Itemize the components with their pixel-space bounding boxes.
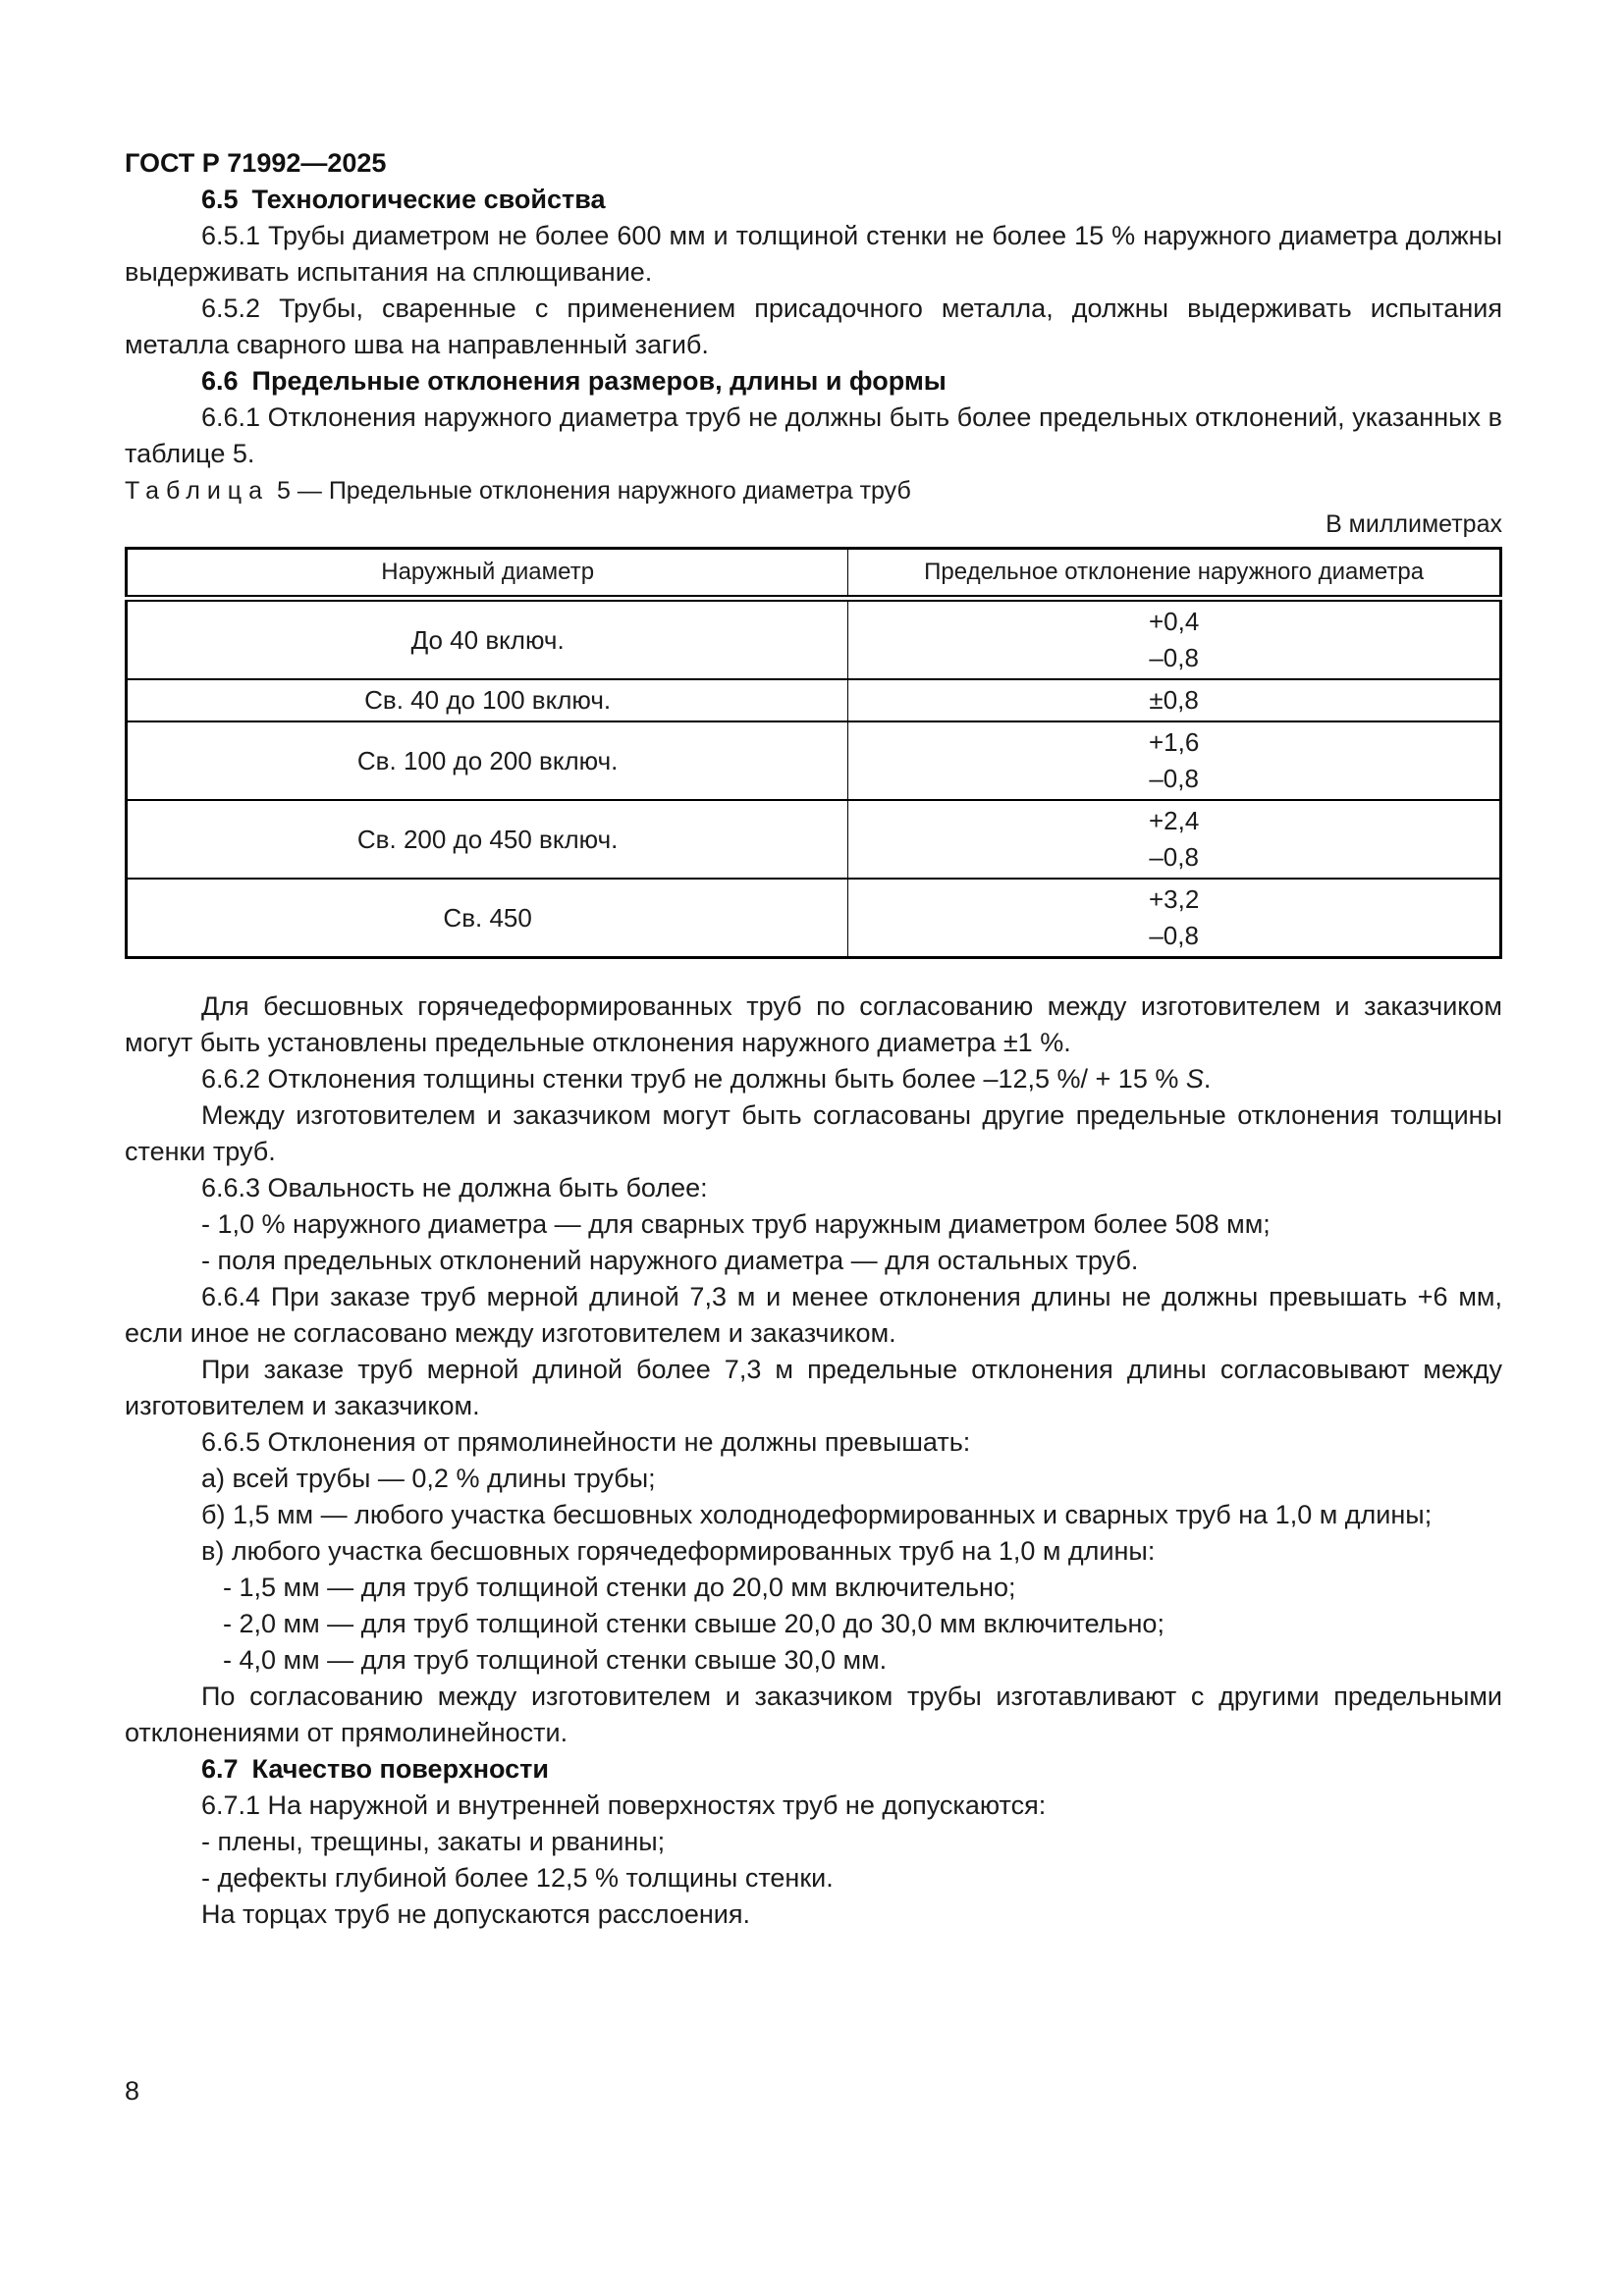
diameter-range-cell: Св. 100 до 200 включ. (127, 721, 848, 800)
section-6-7-heading (125, 1751, 1502, 1788)
diameter-range-cell: Св. 40 до 100 включ. (127, 679, 848, 721)
document-code: ГОСТ Р 71992—2025 (125, 148, 387, 178)
deviation-plus: +2,4 (1148, 806, 1200, 835)
table-header-row (127, 549, 1501, 599)
sub-list-item: - 1,5 мм — для труб толщиной стенки до 20,0 мм включительно; (223, 1573, 1016, 1602)
deviation-plus: +1,6 (1148, 727, 1200, 757)
clause-6-6-2-tail: . (1203, 1064, 1212, 1094)
list-item: - плены, трещины, закаты и рванины; (201, 1827, 666, 1856)
deviation-cell (848, 599, 1501, 680)
section-6-6-title: Предельные отклонения размеров, длины и формы (251, 366, 947, 396)
section-6-5-heading (125, 182, 1502, 218)
deviation-plus: +3,2 (1148, 884, 1200, 914)
table-row (127, 679, 1501, 721)
deviation-minus: –0,8 (1149, 764, 1199, 793)
deviation-cell (848, 721, 1501, 800)
list-item: - поля предельных отклонений наружного диаметра — для остальных труб. (201, 1246, 1139, 1275)
clause-6-6-5: 6.6.5 Отклонения от прямолинейности не должны превышать: (201, 1427, 971, 1457)
col-header-deviation: Предельное отклонение наружного диаметра (848, 549, 1501, 599)
clause-6-6-2-text: 6.6.2 Отклонения толщины стенки труб не должны быть более –12,5 %/ + 15 % (201, 1064, 1186, 1094)
clause-6-6-2-note: Между изготовителем и заказчиком могут быть согласованы другие предельные отклонения толщины стенки труб. (125, 1100, 1502, 1166)
deviation-minus: –0,8 (1149, 643, 1199, 672)
clause-6-5-1: 6.5.1 Трубы диаметром не более 600 мм и толщиной стенки не более 15 % наружного диаметра должны выдерживать испытания на сплющивание. (125, 221, 1502, 287)
list-item: - дефекты глубиной более 12,5 % толщины стенки. (201, 1863, 834, 1893)
clause-6-6-1: 6.6.1 Отклонения наружного диаметра труб не должны быть более предельных отклонений, указанных в таблице 5. (125, 402, 1502, 468)
deviation-minus: –0,8 (1149, 842, 1199, 872)
deviation-cell (848, 800, 1501, 879)
table-row (127, 599, 1501, 680)
clause-6-7-1: 6.7.1 На наружной и внутренней поверхностях труб не допускаются: (201, 1790, 1047, 1820)
col-header-diameter: Наружный диаметр (127, 549, 848, 599)
clause-6-6-2 (125, 1061, 1502, 1097)
table-5 (125, 547, 1502, 959)
section-6-5-number: 6.5 (201, 185, 239, 214)
clause-6-5-2: 6.5.2 Трубы, сваренные с применением присадочного металла, должны выдерживать испытания металла сварного шва на направленный загиб. (125, 294, 1502, 359)
page-number: 8 (125, 2076, 140, 2106)
deviation-cell (848, 879, 1501, 958)
table-caption-label: Таблица (125, 477, 270, 505)
clause-6-6-3: 6.6.3 Овальность не должна быть более: (201, 1173, 708, 1202)
deviation-cell (848, 679, 1501, 721)
list-item-v: в) любого участка бесшовных горячедеформированных труб на 1,0 м длины: (201, 1536, 1156, 1566)
clause-6-6-5-note: По согласованию между изготовителем и заказчиком трубы изготавливают с другими предельными отклонениями от прямолинейности. (125, 1682, 1502, 1747)
table-caption-text: 5 — Предельные отклонения наружного диаметра труб (277, 477, 911, 505)
section-6-6-number: 6.6 (201, 366, 239, 396)
section-6-5-title: Технологические свойства (251, 185, 606, 214)
section-6-7-number: 6.7 (201, 1754, 239, 1784)
section-6-6-heading (125, 363, 1502, 400)
table-row (127, 800, 1501, 879)
units-note: В миллиметрах (1326, 510, 1502, 538)
list-item-b: б) 1,5 мм — любого участка бесшовных холоднодеформированных и сварных труб на 1,0 м длины; (201, 1500, 1433, 1529)
list-item: - 1,0 % наружного диаметра — для сварных труб наружным диаметром более 508 мм; (201, 1209, 1271, 1239)
table-row (127, 879, 1501, 958)
sub-list-item: - 2,0 мм — для труб толщиной стенки свыше 20,0 до 30,0 мм включительно; (223, 1609, 1164, 1638)
sub-list-item: - 4,0 мм — для труб толщиной стенки свыше 30,0 мм. (223, 1645, 888, 1675)
table-caption (125, 474, 1502, 507)
diameter-range-cell: Св. 200 до 450 включ. (127, 800, 848, 879)
clause-6-6-4-note: При заказе труб мерной длиной более 7,3 м предельные отклонения длины согласовывают между изготовителем и заказчиком. (125, 1355, 1502, 1420)
clause-6-6-4: 6.6.4 При заказе труб мерной длиной 7,3 м и менее отклонения длины не должны превышать +6 мм, если иное не согласовано между изготовителем и заказчиком. (125, 1282, 1502, 1348)
clause-6-6-1-note: Для бесшовных горячедеформированных труб по согласованию между изготовителем и заказчиком могут быть установлены предельные отклонения наружного диаметра ±1 %. (125, 991, 1502, 1057)
deviation-plus: +0,4 (1148, 607, 1200, 636)
clause-6-7-1-end: На торцах труб не допускаются расслоения. (201, 1899, 750, 1929)
wall-thickness-symbol: S (1185, 1064, 1204, 1094)
section-6-7-title: Качество поверхности (251, 1754, 550, 1784)
diameter-range-cell: До 40 включ. (127, 599, 848, 680)
list-item-a: а) всей трубы — 0,2 % длины трубы; (201, 1464, 656, 1493)
table-row (127, 721, 1501, 800)
deviation-minus: –0,8 (1149, 921, 1199, 950)
diameter-range-cell: Св. 450 (127, 879, 848, 958)
deviation-plus: ±0,8 (1149, 685, 1199, 715)
